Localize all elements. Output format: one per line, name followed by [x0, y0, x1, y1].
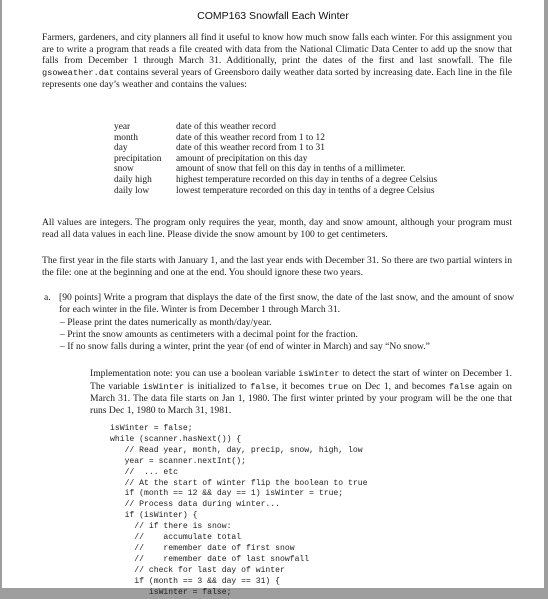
field-name: daily low: [114, 185, 150, 196]
code-line: // check for last day of winter: [110, 565, 285, 575]
code-line: if (month == 12 && day == 1) isWinter = true;: [110, 489, 344, 499]
impl-code-keyword: false: [448, 381, 475, 392]
values-paragraph: All values are integers. The program only requires the year, month, day and snow amount, although your program must read all data values in each line. Please divide the snow amount by 100 to get centimeters.: [42, 217, 512, 240]
code-line: // ... etc: [110, 467, 178, 477]
field-name: day: [114, 143, 128, 154]
code-line: if (month == 3 && day == 31) {: [110, 576, 280, 586]
code-line: year = scanner.nextInt();: [110, 456, 246, 466]
field-desc: highest temperature recorded on this day in tenths of a degree Celsius: [176, 174, 438, 185]
code-line: // if there is snow:: [110, 522, 232, 532]
page-title: COMP163 Snowfall Each Winter: [197, 10, 349, 22]
impl-text: Implementation note: you can use a boolean variable: [90, 368, 299, 379]
code-line: // remember date of first snow: [110, 543, 295, 553]
intro-text-2: contains several years of Greensboro daily weather data sorted by increasing date. Each line in the file represents one day’s weather and contains the values:: [42, 66, 512, 91]
code-sample: [110, 424, 367, 599]
field-desc: amount of precipitation on this day: [176, 153, 308, 164]
field-row: [114, 133, 437, 144]
impl-code-var: isWinter: [298, 369, 340, 379]
code-line: while (scanner.hasNext()) {: [110, 434, 242, 444]
field-desc: date of this weather record from 1 to 12: [176, 132, 325, 143]
field-row: [114, 154, 437, 165]
field-row: [114, 175, 437, 186]
code-line: if (isWinter) {: [110, 511, 198, 521]
intro-text-1: Farmers, gardeners, and city planners all find it useful to know how much snow falls each winter. For this assignment you are to write a program that reads a file created with data from the National Climatic Data Center to add up the snow that falls from December 1 through March 31. Additionally, print the dates of the first and last snowfall. The file: [42, 32, 512, 67]
code-line: // accumulate total: [110, 533, 242, 543]
field-desc: lowest temperature recorded on this day in tenths of a degree Celsius: [176, 185, 435, 196]
field-name: snow: [114, 164, 134, 175]
intro-paragraph: [42, 32, 512, 91]
document-page: [2, 0, 544, 597]
requirement-bullet: – If no snow falls during a winter, print the year (of end of winter in March) and say “No snow.”: [60, 341, 430, 352]
requirement-bullet: – Please print the dates numerically as month/day/year.: [60, 317, 272, 328]
impl-code-keyword: false: [250, 381, 276, 392]
impl-text: to detect the start of winter on December 1. The variable: [90, 368, 512, 392]
field-name: precipitation: [114, 153, 162, 164]
code-line: // At the start of winter flip the boolean to true: [110, 478, 368, 488]
question-text: [90 points] Write a program that displays the date of the first snow, the date of the last snow, and the amount of snow for each winter in the file. Winter is from December 1 through March 31.: [59, 292, 514, 315]
impl-text: again on March 31. The data file starts on Jan 1, 1980. The first winter printed by your program will be the one that runs Dec 1, 1980 to March 31, 1981.: [90, 380, 512, 416]
implementation-note: [90, 368, 512, 416]
field-table: [114, 122, 437, 196]
field-desc: amount of snow that fell on this day in tenths of a millimeter.: [176, 164, 406, 175]
impl-text: , it becomes: [275, 380, 328, 392]
code-line: // Read year, month, day, precip, snow, high, low: [110, 445, 363, 455]
impl-text: is initialized to: [184, 380, 251, 392]
impl-code-keyword: true: [327, 381, 349, 392]
question-label: a.: [44, 292, 51, 303]
code-line: isWinter = false;: [110, 587, 232, 597]
filename-code: gsoweather.dat: [42, 67, 115, 78]
field-desc: date of this weather record: [176, 122, 276, 132]
field-row: [114, 143, 437, 154]
code-line: // remember date of last snowfall: [110, 554, 310, 564]
field-name: daily high: [114, 174, 152, 185]
impl-code-var: isWinter: [142, 381, 185, 392]
field-name: year: [114, 122, 131, 132]
code-line: // Process data during winter...: [110, 500, 280, 510]
partial-winter-paragraph: The first year in the file starts with January 1, and the last year ends with December 31. So there are two partial winters in the file: one at the beginning and one at the end. You should ignore these two years.: [42, 255, 512, 278]
field-row: [114, 164, 437, 175]
field-name: month: [114, 132, 138, 143]
field-row: [114, 122, 437, 133]
field-desc: date of this weather record from 1 to 31: [176, 143, 325, 154]
requirement-bullet: – Print the snow amounts as centimeters with a decimal point for the fraction.: [60, 329, 358, 340]
code-line: isWinter = false;: [110, 424, 193, 433]
field-row: [114, 186, 437, 197]
impl-text: on Dec 1, and becomes: [348, 380, 449, 392]
